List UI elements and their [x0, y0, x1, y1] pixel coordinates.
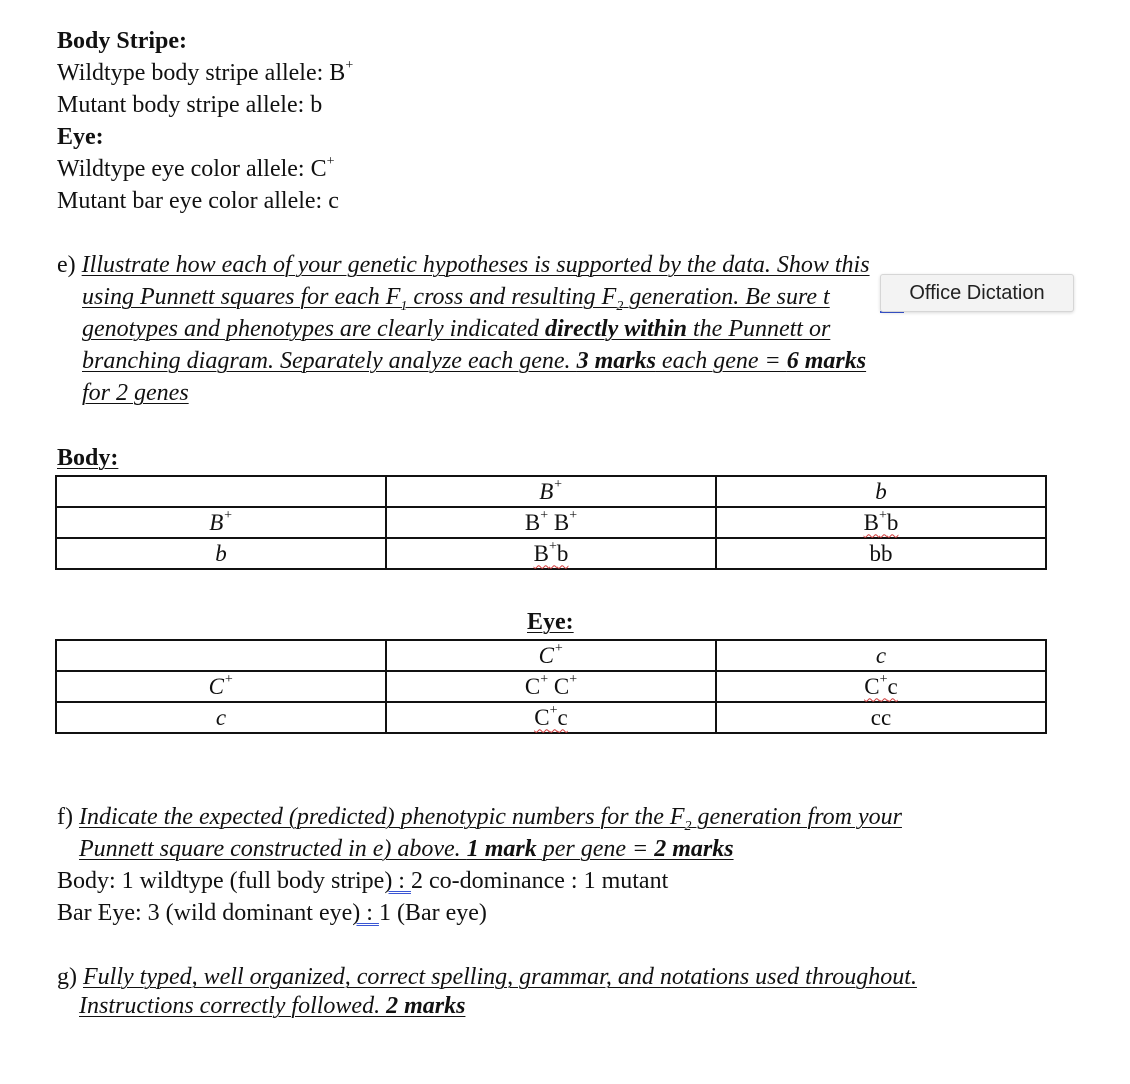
body-header-allele: b	[716, 476, 1046, 507]
body-header-corner	[56, 476, 386, 507]
eye-wild-allele: Wildtype eye color allele: C+	[57, 154, 335, 182]
body-genotype-cell: bb	[716, 538, 1046, 569]
body-table-heading: Body:	[57, 445, 119, 471]
eye-header-corner	[56, 640, 386, 671]
body-row	[56, 538, 1046, 569]
body-punnett-table	[55, 475, 1047, 570]
office-dictation-tooltip[interactable]: Office Dictation	[880, 274, 1074, 312]
answer-body: Body: 1 wildtype (full body stripe) : 2 co-dominance : 1 mutant	[57, 868, 669, 894]
eye-mutant-allele: Mutant bar eye color allele: c	[57, 188, 339, 214]
eye-row-allele: c	[56, 702, 386, 733]
eye-table-heading: Eye:	[527, 609, 574, 635]
body-genotype-cell: B+b	[386, 538, 716, 569]
body-stripe-heading: Body Stripe:	[57, 28, 188, 54]
question-e-line3: genotypes and phenotypes are clearly indicated directly within the Punnett or	[82, 316, 831, 342]
eye-genotype-cell: C+c	[386, 702, 716, 733]
eye-row	[56, 702, 1046, 733]
eye-genotype-cell: cc	[716, 702, 1046, 733]
question-e-line4: branching diagram. Separately analyze each gene. 3 marks each gene = 6 marks	[82, 348, 867, 374]
body-genotype-cell: B+ B+	[386, 507, 716, 538]
eye-row-allele: C+	[56, 671, 386, 702]
question-e-line1: e) Illustrate how each of your genetic hypotheses is supported by the data. Show this	[57, 252, 870, 278]
question-f-line2: Punnett square constructed in e) above. 1 mark per gene = 2 marks	[79, 836, 734, 862]
eye-header-allele: c	[716, 640, 1046, 671]
question-f-line1: f) Indicate the expected (predicted) phenotypic numbers for the $F_2$ generation from your	[57, 804, 902, 834]
body-genotype-cell: B+b	[716, 507, 1046, 538]
body-header-allele: B+	[386, 476, 716, 507]
body-row-allele: b	[56, 538, 386, 569]
eye-genotype-cell: C+ C+	[386, 671, 716, 702]
body-row-allele: B+	[56, 507, 386, 538]
question-g-line1: g) Fully typed, well organized, correct spelling, grammar, and notations used throughout.	[57, 964, 917, 990]
answer-eye: Bar Eye: 3 (wild dominant eye) : 1 (Bar eye)	[57, 900, 487, 926]
question-e-line5: for 2 genes	[82, 380, 189, 406]
eye-row	[56, 671, 1046, 702]
body-header-row	[56, 476, 1046, 507]
question-g-line2: Instructions correctly followed. 2 marks	[79, 993, 466, 1019]
body-mutant-allele: Mutant body stripe allele: b	[57, 92, 323, 118]
eye-genotype-cell: C+c	[716, 671, 1046, 702]
question-e-line2: using Punnett squares for each $F_1$ cross and resulting $F_2$ generation. Be sure t	[82, 284, 830, 314]
eye-heading: Eye:	[57, 124, 104, 150]
body-row	[56, 507, 1046, 538]
eye-punnett-table	[55, 639, 1047, 734]
body-wild-allele: Wildtype body stripe allele: B+	[57, 58, 354, 86]
eye-header-row	[56, 640, 1046, 671]
eye-header-allele: C+	[386, 640, 716, 671]
